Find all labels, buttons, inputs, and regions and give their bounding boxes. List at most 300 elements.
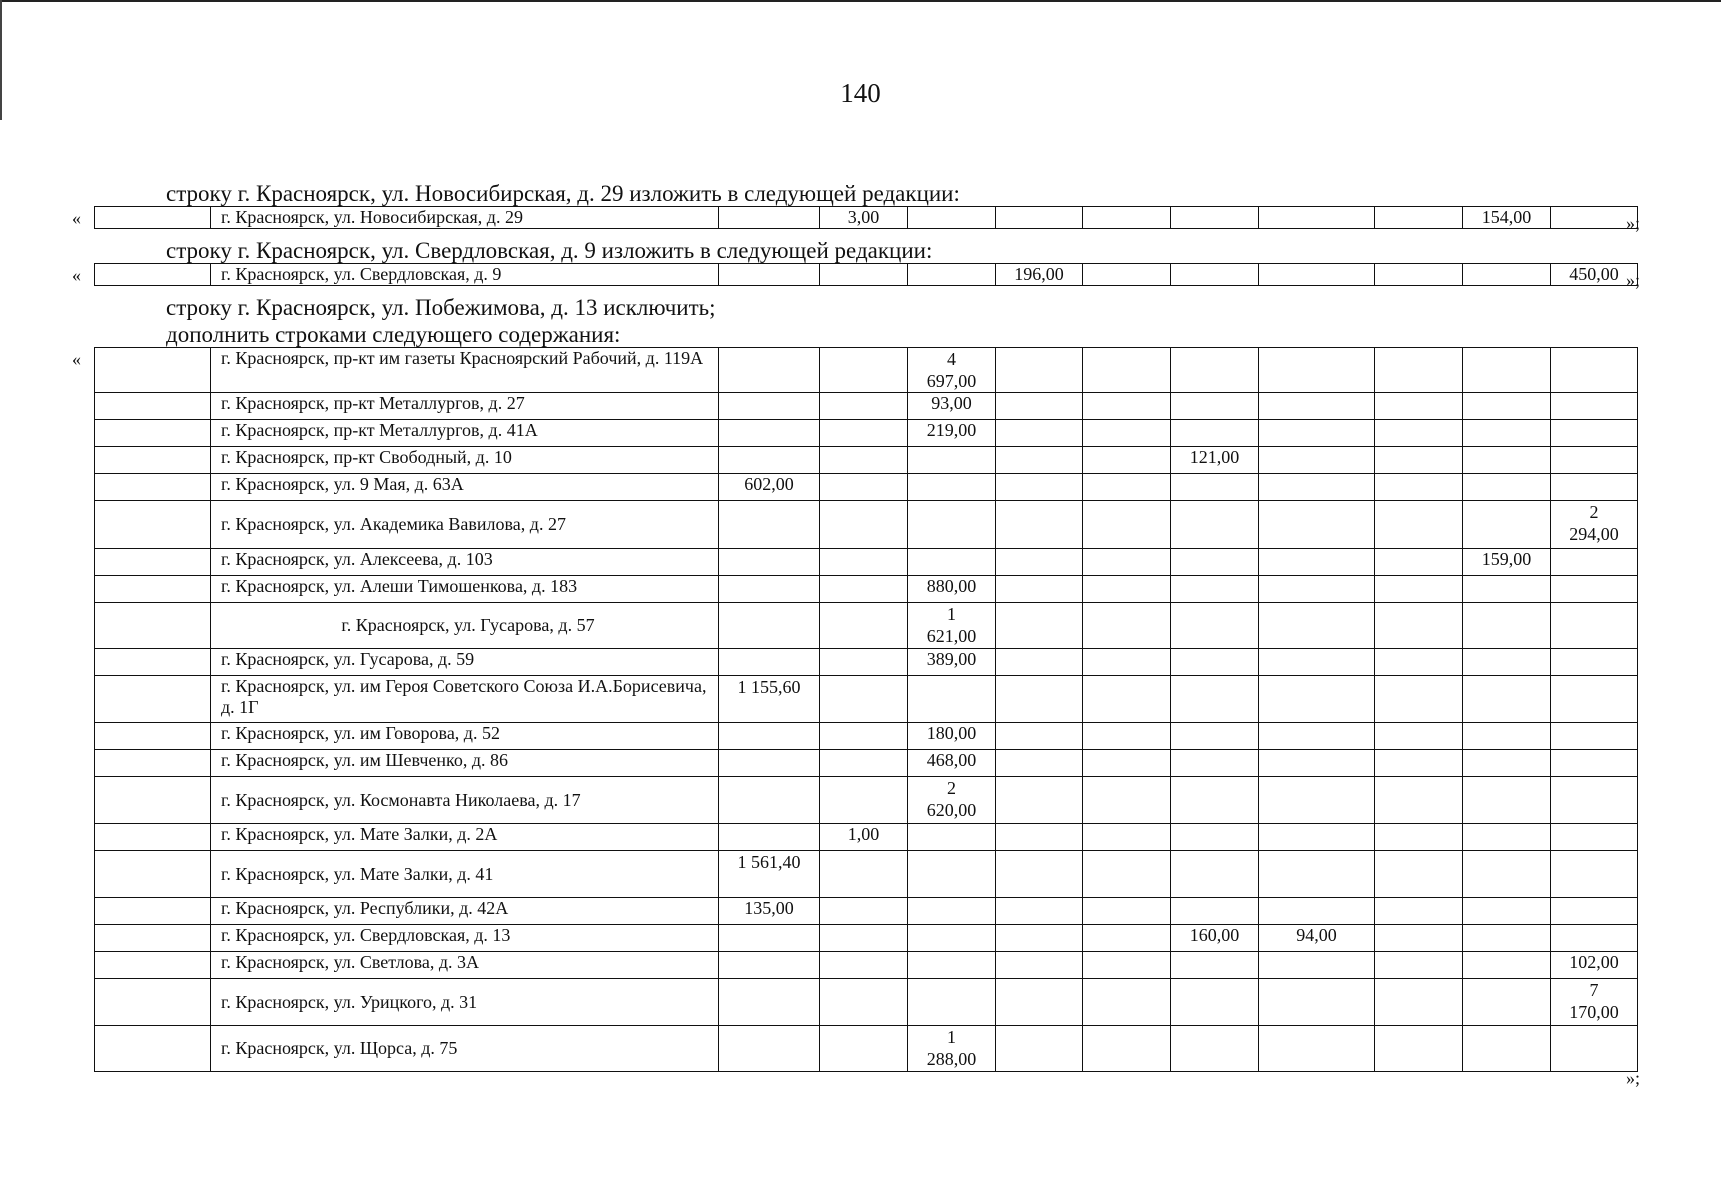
value-cell-col-8	[1375, 898, 1463, 925]
value-cell-col-6: 121,00	[1171, 447, 1259, 474]
address-cell: г. Красноярск, ул. Космонавта Николаева, д. 17	[211, 777, 719, 824]
value-cell-col-4	[996, 898, 1083, 925]
value-cell-col-4	[996, 549, 1083, 576]
value-cell-col-10	[1551, 750, 1638, 777]
value-cell-col-4	[996, 952, 1083, 979]
index-cell	[95, 207, 211, 229]
value-cell-col-1	[719, 420, 820, 447]
value-cell-col-4	[996, 777, 1083, 824]
value-cell-col-2	[820, 447, 908, 474]
value-cell-col-2	[820, 1026, 908, 1072]
address-cell: г. Красноярск, пр-кт Свободный, д. 10	[211, 447, 719, 474]
value-cell-col-6	[1171, 393, 1259, 420]
value-cell-col-3: 1 288,00	[908, 1026, 996, 1072]
value-cell-col-9	[1463, 952, 1551, 979]
value-cell-col-4	[996, 750, 1083, 777]
value-cell-col-6	[1171, 777, 1259, 824]
value-cell-col-9: 159,00	[1463, 549, 1551, 576]
value-cell-col-7	[1259, 549, 1375, 576]
value-cell-col-5	[1083, 750, 1171, 777]
address-cell: г. Красноярск, ул. им Героя Советского Союза И.А.Борисевича, д. 1Г	[211, 676, 719, 723]
value-cell-col-5	[1083, 824, 1171, 851]
index-cell	[95, 447, 211, 474]
instruction-sverdlovskaya: строку г. Красноярск, ул. Свердловская, д. 9 изложить в следующей редакции:	[166, 238, 933, 263]
value-cell-col-9	[1463, 1026, 1551, 1072]
value-cell-col-5	[1083, 898, 1171, 925]
value-cell-col-1	[719, 576, 820, 603]
value-cell-col-8	[1375, 851, 1463, 898]
value-cell-col-7	[1259, 777, 1375, 824]
value-cell-col-8	[1375, 750, 1463, 777]
value-cell-col-4	[996, 851, 1083, 898]
value-cell-col-10	[1551, 649, 1638, 676]
value-cell-col-3: 180,00	[908, 723, 996, 750]
value-cell-col-5	[1083, 649, 1171, 676]
value-cell-col-7	[1259, 420, 1375, 447]
value-cell-col-9	[1463, 501, 1551, 549]
table-row	[95, 474, 1638, 501]
value-cell-col-2	[820, 925, 908, 952]
value-cell-col-1	[719, 348, 820, 393]
value-cell-col-4	[996, 1026, 1083, 1072]
value-cell-col-2: 1,00	[820, 824, 908, 851]
table-row	[95, 393, 1638, 420]
value-cell-col-7	[1259, 824, 1375, 851]
value-cell-col-6	[1171, 501, 1259, 549]
value-cell-col-1: 135,00	[719, 898, 820, 925]
value-cell-col-6	[1171, 603, 1259, 649]
value-cell-col-8	[1375, 925, 1463, 952]
address-cell: г. Красноярск, пр-кт Металлургов, д. 27	[211, 393, 719, 420]
index-cell	[95, 723, 211, 750]
value-cell-col-2	[820, 952, 908, 979]
table-row	[95, 207, 1638, 229]
value-cell-col-7	[1259, 207, 1375, 229]
value-cell-col-2	[820, 264, 908, 286]
value-cell-col-7	[1259, 447, 1375, 474]
value-cell-col-10	[1551, 348, 1638, 393]
address-cell: г. Красноярск, ул. Гусарова, д. 59	[211, 649, 719, 676]
quote-close-3: »;	[1626, 1068, 1641, 1088]
value-cell-col-10	[1551, 1026, 1638, 1072]
value-cell-col-3	[908, 676, 996, 723]
value-cell-col-9	[1463, 474, 1551, 501]
value-cell-col-7	[1259, 264, 1375, 286]
value-cell-col-3	[908, 501, 996, 549]
value-cell-col-1	[719, 777, 820, 824]
value-cell-col-10	[1551, 420, 1638, 447]
value-cell-col-5	[1083, 207, 1171, 229]
value-cell-col-8	[1375, 474, 1463, 501]
value-cell-col-6	[1171, 824, 1259, 851]
value-cell-col-8	[1375, 549, 1463, 576]
table-row	[95, 925, 1638, 952]
table-novosibirskaya	[94, 206, 1638, 229]
value-cell-col-1	[719, 501, 820, 549]
value-cell-col-7	[1259, 898, 1375, 925]
value-cell-col-2	[820, 676, 908, 723]
value-cell-col-3: 219,00	[908, 420, 996, 447]
value-cell-col-8	[1375, 723, 1463, 750]
value-cell-col-6	[1171, 898, 1259, 925]
index-cell	[95, 549, 211, 576]
value-cell-col-2	[820, 723, 908, 750]
value-cell-col-4	[996, 576, 1083, 603]
table-row	[95, 676, 1638, 723]
value-cell-col-2	[820, 777, 908, 824]
value-cell-col-8	[1375, 1026, 1463, 1072]
value-cell-col-4	[996, 676, 1083, 723]
value-cell-col-4	[996, 824, 1083, 851]
value-cell-col-5	[1083, 474, 1171, 501]
index-cell	[95, 750, 211, 777]
value-cell-col-10	[1551, 925, 1638, 952]
index-cell	[95, 603, 211, 649]
value-cell-col-5	[1083, 420, 1171, 447]
value-cell-col-3: 1 621,00	[908, 603, 996, 649]
index-cell	[95, 576, 211, 603]
value-cell-col-5	[1083, 952, 1171, 979]
value-cell-col-5	[1083, 851, 1171, 898]
value-cell-col-2	[820, 348, 908, 393]
table-row	[95, 348, 1638, 393]
value-cell-col-1: 1 561,40	[719, 851, 820, 898]
index-cell	[95, 264, 211, 286]
table-row	[95, 898, 1638, 925]
value-cell-col-6	[1171, 851, 1259, 898]
value-cell-col-2	[820, 750, 908, 777]
value-cell-col-6: 160,00	[1171, 925, 1259, 952]
value-cell-col-3	[908, 925, 996, 952]
value-cell-col-5	[1083, 576, 1171, 603]
value-cell-col-8	[1375, 603, 1463, 649]
value-cell-col-8	[1375, 207, 1463, 229]
address-cell: г. Красноярск, ул. Мате Залки, д. 41	[211, 851, 719, 898]
table-row	[95, 979, 1638, 1026]
value-cell-col-9	[1463, 576, 1551, 603]
address-cell: г. Красноярск, ул. им Говорова, д. 52	[211, 723, 719, 750]
value-cell-col-6	[1171, 576, 1259, 603]
value-cell-col-9	[1463, 898, 1551, 925]
value-cell-col-8	[1375, 649, 1463, 676]
instruction-novosibirskaya: строку г. Красноярск, ул. Новосибирская, д. 29 изложить в следующей редакции:	[166, 181, 960, 206]
value-cell-col-1	[719, 824, 820, 851]
value-cell-col-8	[1375, 824, 1463, 851]
address-cell: г. Красноярск, ул. Свердловская, д. 9	[211, 264, 719, 286]
value-cell-col-7	[1259, 649, 1375, 676]
value-cell-col-6	[1171, 1026, 1259, 1072]
quote-open-2: «	[72, 265, 81, 285]
value-cell-col-10	[1551, 824, 1638, 851]
table-row	[95, 824, 1638, 851]
address-cell: г. Красноярск, ул. 9 Мая, д. 63А	[211, 474, 719, 501]
value-cell-col-10	[1551, 393, 1638, 420]
quote-open-3: «	[72, 349, 81, 369]
value-cell-col-3: 880,00	[908, 576, 996, 603]
value-cell-col-3	[908, 549, 996, 576]
value-cell-col-9	[1463, 447, 1551, 474]
value-cell-col-10: 2 294,00	[1551, 501, 1638, 549]
value-cell-col-4	[996, 649, 1083, 676]
address-cell: г. Красноярск, пр-кт им газеты Красноярский Рабочий, д. 119А	[211, 348, 719, 393]
value-cell-col-1	[719, 1026, 820, 1072]
value-cell-col-2	[820, 501, 908, 549]
value-cell-col-6	[1171, 549, 1259, 576]
value-cell-col-1: 602,00	[719, 474, 820, 501]
index-cell	[95, 777, 211, 824]
index-cell	[95, 1026, 211, 1072]
value-cell-col-3: 4 697,00	[908, 348, 996, 393]
value-cell-col-4	[996, 979, 1083, 1026]
table-row	[95, 549, 1638, 576]
index-cell	[95, 501, 211, 549]
value-cell-col-2	[820, 576, 908, 603]
value-cell-col-5	[1083, 603, 1171, 649]
address-cell: г. Красноярск, ул. им Шевченко, д. 86	[211, 750, 719, 777]
value-cell-col-5	[1083, 447, 1171, 474]
value-cell-col-9	[1463, 348, 1551, 393]
value-cell-col-5	[1083, 676, 1171, 723]
value-cell-col-5	[1083, 1026, 1171, 1072]
value-cell-col-5	[1083, 777, 1171, 824]
value-cell-col-9	[1463, 925, 1551, 952]
address-cell: г. Красноярск, ул. Алексеева, д. 103	[211, 549, 719, 576]
value-cell-col-10	[1551, 851, 1638, 898]
value-cell-col-10	[1551, 723, 1638, 750]
table-row	[95, 750, 1638, 777]
address-cell: г. Красноярск, ул. Мате Залки, д. 2А	[211, 824, 719, 851]
value-cell-col-1	[719, 447, 820, 474]
value-cell-col-8	[1375, 501, 1463, 549]
value-cell-col-1	[719, 264, 820, 286]
value-cell-col-7	[1259, 474, 1375, 501]
quote-open-1: «	[72, 208, 81, 228]
value-cell-col-10	[1551, 447, 1638, 474]
value-cell-col-8	[1375, 348, 1463, 393]
table-row	[95, 777, 1638, 824]
value-cell-col-9	[1463, 851, 1551, 898]
value-cell-col-7	[1259, 851, 1375, 898]
value-cell-col-3	[908, 952, 996, 979]
value-cell-col-10	[1551, 549, 1638, 576]
value-cell-col-7	[1259, 1026, 1375, 1072]
value-cell-col-3: 2 620,00	[908, 777, 996, 824]
value-cell-col-9	[1463, 420, 1551, 447]
address-cell: г. Красноярск, ул. Светлова, д. 3А	[211, 952, 719, 979]
value-cell-col-5	[1083, 549, 1171, 576]
value-cell-col-2	[820, 898, 908, 925]
table-sverdlovskaya	[94, 263, 1638, 286]
value-cell-col-3	[908, 207, 996, 229]
value-cell-col-4	[996, 723, 1083, 750]
value-cell-col-10	[1551, 676, 1638, 723]
value-cell-col-6	[1171, 348, 1259, 393]
page-number: 140	[840, 78, 881, 108]
value-cell-col-2: 3,00	[820, 207, 908, 229]
table-row	[95, 264, 1638, 286]
value-cell-col-7	[1259, 603, 1375, 649]
value-cell-col-1	[719, 649, 820, 676]
value-cell-col-8	[1375, 576, 1463, 603]
address-cell: г. Красноярск, ул. Академика Вавилова, д. 27	[211, 501, 719, 549]
table-row	[95, 447, 1638, 474]
value-cell-col-6	[1171, 979, 1259, 1026]
value-cell-col-9	[1463, 649, 1551, 676]
value-cell-col-9	[1463, 723, 1551, 750]
value-cell-col-10: 102,00	[1551, 952, 1638, 979]
address-cell: г. Красноярск, ул. Щорса, д. 75	[211, 1026, 719, 1072]
value-cell-col-8	[1375, 777, 1463, 824]
value-cell-col-6	[1171, 207, 1259, 229]
value-cell-col-4: 196,00	[996, 264, 1083, 286]
value-cell-col-6	[1171, 750, 1259, 777]
value-cell-col-5	[1083, 501, 1171, 549]
value-cell-col-2	[820, 420, 908, 447]
value-cell-col-2	[820, 851, 908, 898]
value-cell-col-7	[1259, 393, 1375, 420]
value-cell-col-3: 93,00	[908, 393, 996, 420]
value-cell-col-7: 94,00	[1259, 925, 1375, 952]
value-cell-col-10	[1551, 474, 1638, 501]
value-cell-col-1	[719, 952, 820, 979]
instruction-add-rows: дополнить строками следующего содержания:	[166, 322, 621, 347]
value-cell-col-7	[1259, 723, 1375, 750]
value-cell-col-1	[719, 723, 820, 750]
value-cell-col-10	[1551, 898, 1638, 925]
value-cell-col-2	[820, 549, 908, 576]
value-cell-col-3	[908, 851, 996, 898]
value-cell-col-3: 468,00	[908, 750, 996, 777]
table-row	[95, 723, 1638, 750]
value-cell-col-7	[1259, 952, 1375, 979]
quote-close-2: »;	[1626, 270, 1641, 290]
table-row	[95, 952, 1638, 979]
value-cell-col-6	[1171, 474, 1259, 501]
value-cell-col-1	[719, 549, 820, 576]
value-cell-col-5	[1083, 393, 1171, 420]
value-cell-col-9	[1463, 750, 1551, 777]
index-cell	[95, 420, 211, 447]
table-row	[95, 603, 1638, 649]
table-added-rows	[94, 347, 1638, 1072]
value-cell-col-9	[1463, 979, 1551, 1026]
table-row	[95, 420, 1638, 447]
value-cell-col-1: 1 155,60	[719, 676, 820, 723]
value-cell-col-9	[1463, 676, 1551, 723]
table-row	[95, 649, 1638, 676]
value-cell-col-6	[1171, 264, 1259, 286]
value-cell-col-3	[908, 474, 996, 501]
address-cell: г. Красноярск, ул. Республики, д. 42А	[211, 898, 719, 925]
value-cell-col-5	[1083, 925, 1171, 952]
value-cell-col-6	[1171, 676, 1259, 723]
value-cell-col-1	[719, 750, 820, 777]
value-cell-col-3	[908, 447, 996, 474]
value-cell-col-9	[1463, 264, 1551, 286]
value-cell-col-9	[1463, 824, 1551, 851]
value-cell-col-8	[1375, 420, 1463, 447]
value-cell-col-10	[1551, 576, 1638, 603]
value-cell-col-5	[1083, 348, 1171, 393]
value-cell-col-2	[820, 603, 908, 649]
scan-edge-top	[0, 0, 1721, 2]
value-cell-col-8	[1375, 979, 1463, 1026]
value-cell-col-2	[820, 393, 908, 420]
value-cell-col-6	[1171, 723, 1259, 750]
value-cell-col-7	[1259, 750, 1375, 777]
value-cell-col-3	[908, 264, 996, 286]
value-cell-col-10: 7 170,00	[1551, 979, 1638, 1026]
address-cell: г. Красноярск, ул. Новосибирская, д. 29	[211, 207, 719, 229]
value-cell-col-3	[908, 979, 996, 1026]
value-cell-col-7	[1259, 501, 1375, 549]
value-cell-col-1	[719, 393, 820, 420]
quote-close-1: »;	[1626, 213, 1641, 233]
address-cell: г. Красноярск, ул. Свердловская, д. 13	[211, 925, 719, 952]
value-cell-col-6	[1171, 649, 1259, 676]
table-row	[95, 576, 1638, 603]
value-cell-col-10: 450,00	[1551, 264, 1638, 286]
index-cell	[95, 925, 211, 952]
index-cell	[95, 348, 211, 393]
value-cell-col-10	[1551, 603, 1638, 649]
value-cell-col-7	[1259, 676, 1375, 723]
address-cell: г. Красноярск, ул. Урицкого, д. 31	[211, 979, 719, 1026]
value-cell-col-8	[1375, 952, 1463, 979]
index-cell	[95, 393, 211, 420]
value-cell-col-2	[820, 474, 908, 501]
value-cell-col-4	[996, 501, 1083, 549]
value-cell-col-4	[996, 348, 1083, 393]
value-cell-col-7	[1259, 348, 1375, 393]
value-cell-col-9	[1463, 777, 1551, 824]
value-cell-col-6	[1171, 420, 1259, 447]
value-cell-col-2	[820, 979, 908, 1026]
value-cell-col-9: 154,00	[1463, 207, 1551, 229]
instruction-pobezhimova: строку г. Красноярск, ул. Побежимова, д. 13 исключить;	[166, 295, 716, 320]
value-cell-col-8	[1375, 676, 1463, 723]
index-cell	[95, 676, 211, 723]
value-cell-col-4	[996, 603, 1083, 649]
value-cell-col-4	[996, 393, 1083, 420]
table-row	[95, 851, 1638, 898]
index-cell	[95, 824, 211, 851]
table-row	[95, 1026, 1638, 1072]
value-cell-col-4	[996, 207, 1083, 229]
address-cell: г. Красноярск, ул. Гусарова, д. 57	[211, 603, 719, 649]
value-cell-col-6	[1171, 952, 1259, 979]
value-cell-col-10	[1551, 207, 1638, 229]
value-cell-col-8	[1375, 393, 1463, 420]
value-cell-col-5	[1083, 264, 1171, 286]
address-cell: г. Красноярск, ул. Алеши Тимошенкова, д. 183	[211, 576, 719, 603]
value-cell-col-5	[1083, 979, 1171, 1026]
value-cell-col-3	[908, 898, 996, 925]
index-cell	[95, 851, 211, 898]
value-cell-col-8	[1375, 264, 1463, 286]
value-cell-col-1	[719, 979, 820, 1026]
value-cell-col-3	[908, 824, 996, 851]
value-cell-col-10	[1551, 777, 1638, 824]
value-cell-col-1	[719, 207, 820, 229]
value-cell-col-9	[1463, 603, 1551, 649]
index-cell	[95, 979, 211, 1026]
value-cell-col-1	[719, 603, 820, 649]
value-cell-col-4	[996, 420, 1083, 447]
value-cell-col-1	[719, 925, 820, 952]
value-cell-col-4	[996, 447, 1083, 474]
value-cell-col-4	[996, 474, 1083, 501]
